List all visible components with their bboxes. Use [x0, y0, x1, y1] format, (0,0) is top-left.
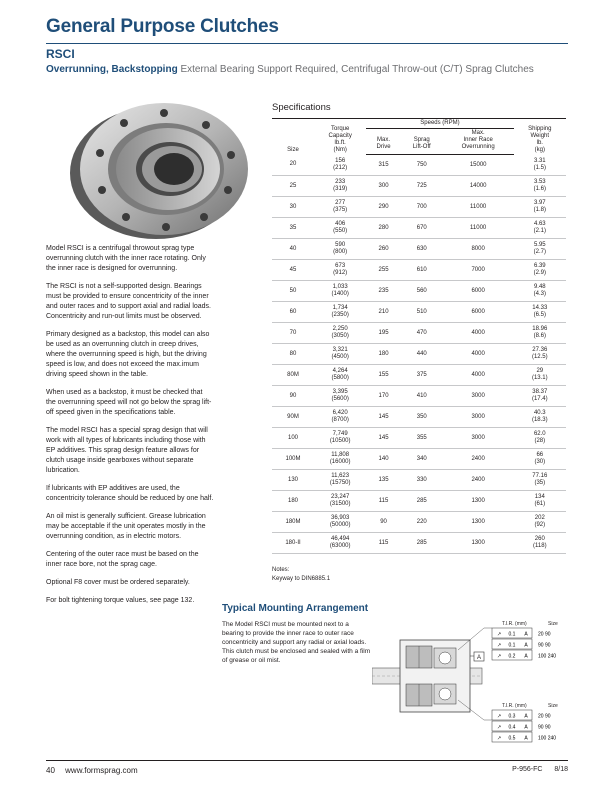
- svg-text:↗: ↗: [497, 735, 502, 742]
- torque-cell: 11,623 (15750): [314, 470, 366, 491]
- weight-cell: 14.33 (6.5): [514, 302, 566, 323]
- liftoff-cell: 670: [401, 218, 443, 239]
- tir-value: 0.4: [508, 724, 516, 731]
- torque-cell: 11,808 (16000): [314, 449, 366, 470]
- torque-cell: 590 (800): [314, 239, 366, 260]
- torque-cell: 673 (912): [314, 260, 366, 281]
- size-cell: 180: [272, 491, 314, 512]
- size-cell: 180M: [272, 512, 314, 533]
- weight-cell: 27.36 (12.5): [514, 344, 566, 365]
- table-row: [272, 533, 566, 554]
- weight-cell: 6.39 (2.9): [514, 260, 566, 281]
- mounting-heading: Typical Mounting Arrangement: [222, 603, 369, 614]
- tir-sizes: 100 240: [538, 653, 557, 660]
- table-row: [272, 386, 566, 407]
- weight-cell: 62.0 (28): [514, 428, 566, 449]
- overrun-cell: 2400: [443, 449, 514, 470]
- col-header-sprag-liftoff: Sprag Lift-Off: [401, 129, 443, 155]
- max-drive-cell: 170: [366, 386, 400, 407]
- size-cell: 90: [272, 386, 314, 407]
- size-cell: 25: [272, 176, 314, 197]
- table-row: [272, 449, 566, 470]
- size-cell: 130: [272, 470, 314, 491]
- svg-text:↗: ↗: [497, 653, 502, 660]
- tir-sizes: 100 240: [538, 735, 557, 742]
- description-paragraph: Optional F8 cover must be ordered separately.: [46, 579, 190, 586]
- size-cell: 50: [272, 281, 314, 302]
- liftoff-cell: 355: [401, 428, 443, 449]
- doc-date: 8/18: [554, 766, 568, 773]
- liftoff-cell: 330: [401, 470, 443, 491]
- description-paragraph: Centering of the outer race must be based on the inner race bore, not the sprag cage.: [46, 551, 199, 568]
- weight-cell: 66 (30): [514, 449, 566, 470]
- col-header-size: Size: [287, 146, 299, 153]
- weight-cell: 4.63 (2.1): [514, 218, 566, 239]
- description-paragraph: An oil mist is generally sufficient. Grease lubrication may be acceptable if the unit operates mostly in the overrunning condition, as in electric motors.: [46, 513, 206, 540]
- table-row: [272, 407, 566, 428]
- max-drive-cell: 155: [366, 365, 400, 386]
- doc-code: P-956-FC: [512, 766, 543, 773]
- product-description: [46, 244, 214, 614]
- overrun-cell: 3000: [443, 386, 514, 407]
- overrun-cell: 4000: [443, 323, 514, 344]
- description-paragraph: For bolt tightening torque values, see page 132.: [46, 597, 195, 604]
- size-header-upper: Size: [548, 621, 558, 627]
- max-drive-cell: 115: [366, 491, 400, 512]
- table-row: [272, 176, 566, 197]
- description-paragraph: When used as a backstop, it must be checked that the overrunning speed will not go below the sprag lift-off speed given in the specifications table.: [46, 389, 212, 416]
- tir-value: 0.1: [508, 631, 516, 638]
- table-row: [272, 218, 566, 239]
- description-paragraph: Model RSCI is a centrifugal throwout sprag type overrunning clutch with the inner race rotating. Only the inner race is designed for overrunning.: [46, 245, 206, 272]
- notes-label: Notes:: [272, 567, 290, 573]
- table-row: [272, 323, 566, 344]
- liftoff-cell: 750: [401, 155, 443, 176]
- weight-cell: 3.31 (1.5): [514, 155, 566, 176]
- tir-ref: A: [524, 653, 528, 660]
- description-paragraph: The RSCI is not a self-supported design. Bearings must be provided to ensure concentricity of the inner and outer races and to support axial and radial loads. Concentricity and run-out limits must be observed.: [46, 283, 211, 320]
- max-drive-cell: 145: [366, 428, 400, 449]
- torque-cell: 6,420 (8700): [314, 407, 366, 428]
- table-row: [272, 491, 566, 512]
- col-header-speeds: Speeds (RPM): [366, 119, 513, 129]
- torque-cell: 36,903 (50000): [314, 512, 366, 533]
- max-drive-cell: 290: [366, 197, 400, 218]
- tir-header-lower: T.I.R. (mm): [502, 703, 527, 709]
- weight-cell: 38.37 (17.4): [514, 386, 566, 407]
- size-cell: 80M: [272, 365, 314, 386]
- torque-cell: 2,250 (3050): [314, 323, 366, 344]
- overrun-cell: 3000: [443, 428, 514, 449]
- weight-cell: 134 (61): [514, 491, 566, 512]
- max-drive-cell: 315: [366, 155, 400, 176]
- table-row: [272, 512, 566, 533]
- table-row: [272, 470, 566, 491]
- tir-sizes: 90 90: [538, 642, 551, 649]
- tir-sizes: 90 90: [538, 724, 551, 731]
- subtitle-rest: External Bearing Support Required, Centrifugal Throw-out (C/T) Sprag Clutches: [177, 64, 534, 75]
- page-number: 40: [46, 766, 55, 775]
- liftoff-cell: 700: [401, 197, 443, 218]
- tolerance-table-upper: [492, 628, 556, 660]
- liftoff-cell: 510: [401, 302, 443, 323]
- col-header-torque: Torque Capacity lb.ft. (Nm): [328, 125, 352, 153]
- max-drive-cell: 280: [366, 218, 400, 239]
- max-drive-cell: 260: [366, 239, 400, 260]
- overrun-cell: 6000: [443, 302, 514, 323]
- overrun-cell: 11000: [443, 218, 514, 239]
- torque-cell: 3,321 (4500): [314, 344, 366, 365]
- svg-text:↗: ↗: [497, 631, 502, 638]
- tir-ref: A: [524, 724, 528, 731]
- max-drive-cell: 195: [366, 323, 400, 344]
- max-drive-cell: 300: [366, 176, 400, 197]
- size-cell: 100M: [272, 449, 314, 470]
- max-drive-cell: 180: [366, 344, 400, 365]
- overrun-cell: 1300: [443, 491, 514, 512]
- size-cell: 30: [272, 197, 314, 218]
- specifications-heading: Specifications: [272, 102, 331, 113]
- torque-cell: 7,749 (10500): [314, 428, 366, 449]
- tir-header-upper: T.I.R. (mm): [502, 621, 527, 627]
- col-header-max-drive: Max. Drive: [366, 129, 400, 155]
- liftoff-cell: 285: [401, 533, 443, 554]
- size-cell: 40: [272, 239, 314, 260]
- model-name: RSCI: [46, 47, 75, 61]
- torque-cell: 4,264 (5800): [314, 365, 366, 386]
- tir-value: 0.1: [508, 642, 516, 649]
- footer-left: [46, 766, 138, 775]
- description-paragraph: Primary designed as a backstop, this model can also be used as an overrunning clutch in creep drives, where the overrunning speed is high, but the driving speed is low, and does not exceed the max.imum driving speed shown in the table.: [46, 331, 210, 378]
- table-row: [272, 260, 566, 281]
- overrun-cell: 2400: [443, 470, 514, 491]
- notes-text: Keyway to DIN6885.1: [272, 576, 331, 582]
- overrun-cell: 1300: [443, 533, 514, 554]
- tolerance-table-lower: [492, 710, 556, 742]
- table-row: [272, 281, 566, 302]
- table-row: [272, 155, 566, 176]
- subtitle: [46, 64, 576, 75]
- specifications-notes: [272, 566, 330, 584]
- table-row: [272, 344, 566, 365]
- tir-sizes: 20 90: [538, 713, 551, 720]
- tir-ref: A: [524, 713, 528, 720]
- liftoff-cell: 725: [401, 176, 443, 197]
- liftoff-cell: 375: [401, 365, 443, 386]
- size-header-lower: Size: [548, 703, 558, 709]
- tir-value: 0.2: [508, 653, 516, 660]
- svg-text:↗: ↗: [497, 724, 502, 731]
- footer-divider: [46, 760, 568, 761]
- overrun-cell: 14000: [443, 176, 514, 197]
- weight-cell: 40.3 (18.3): [514, 407, 566, 428]
- footer-right: [502, 766, 568, 773]
- torque-cell: 1,033 (1400): [314, 281, 366, 302]
- title-divider: [46, 43, 568, 44]
- tir-value: 0.5: [508, 735, 516, 742]
- liftoff-cell: 285: [401, 491, 443, 512]
- max-drive-cell: 140: [366, 449, 400, 470]
- weight-cell: 29 (13.1): [514, 365, 566, 386]
- overrun-cell: 4000: [443, 344, 514, 365]
- overrun-cell: 15000: [443, 155, 514, 176]
- datum-label: A: [476, 655, 482, 661]
- table-row: [272, 302, 566, 323]
- size-cell: 90M: [272, 407, 314, 428]
- tir-value: 0.3: [508, 713, 516, 720]
- liftoff-cell: 630: [401, 239, 443, 260]
- size-cell: 20: [272, 155, 314, 176]
- col-header-max-overrunning: Max. Inner Race Overrunning: [443, 129, 514, 155]
- description-paragraph: If lubricants with EP additives are used, the concentricity tolerance should be reduced by one half.: [46, 485, 214, 502]
- liftoff-cell: 220: [401, 512, 443, 533]
- liftoff-cell: 610: [401, 260, 443, 281]
- torque-cell: 233 (319): [314, 176, 366, 197]
- overrun-cell: 3000: [443, 407, 514, 428]
- overrun-cell: 11000: [443, 197, 514, 218]
- col-header-weight: Shipping Weight lb. (kg): [528, 125, 552, 153]
- max-drive-cell: 145: [366, 407, 400, 428]
- clutch-product-photo: [46, 95, 261, 245]
- overrun-cell: 4000: [443, 365, 514, 386]
- table-row: [272, 197, 566, 218]
- overrun-cell: 7000: [443, 260, 514, 281]
- liftoff-cell: 470: [401, 323, 443, 344]
- max-drive-cell: 255: [366, 260, 400, 281]
- weight-cell: 260 (118): [514, 533, 566, 554]
- max-drive-cell: 135: [366, 470, 400, 491]
- liftoff-cell: 350: [401, 407, 443, 428]
- weight-cell: 77.16 (35): [514, 470, 566, 491]
- liftoff-cell: 440: [401, 344, 443, 365]
- tir-ref: A: [524, 642, 528, 649]
- max-drive-cell: 90: [366, 512, 400, 533]
- size-cell: 100: [272, 428, 314, 449]
- website-link[interactable]: www.formsprag.com: [65, 766, 138, 775]
- weight-cell: 5.95 (2.7): [514, 239, 566, 260]
- size-cell: 35: [272, 218, 314, 239]
- tir-ref: A: [524, 735, 528, 742]
- tir-ref: A: [524, 631, 528, 638]
- table-row: [272, 239, 566, 260]
- torque-cell: 277 (375): [314, 197, 366, 218]
- weight-cell: 3.97 (1.8): [514, 197, 566, 218]
- description-paragraph: The model RSCI has a special sprag design that will work with all types of lubricants including those with EP additives. This sprag design feature allows for clutch usage inside gearboxes without separate lubrication.: [46, 427, 208, 474]
- size-cell: 60: [272, 302, 314, 323]
- liftoff-cell: 560: [401, 281, 443, 302]
- size-cell: 180-II: [272, 533, 314, 554]
- torque-cell: 46,494 (63000): [314, 533, 366, 554]
- mounting-arrangement-diagram: [372, 616, 568, 752]
- overrun-cell: 6000: [443, 281, 514, 302]
- weight-cell: 3.53 (1.6): [514, 176, 566, 197]
- torque-cell: 3,395 (5600): [314, 386, 366, 407]
- specifications-body: [272, 155, 566, 554]
- max-drive-cell: 115: [366, 533, 400, 554]
- weight-cell: 18.96 (8.6): [514, 323, 566, 344]
- liftoff-cell: 410: [401, 386, 443, 407]
- specifications-table: [272, 118, 566, 554]
- size-cell: 70: [272, 323, 314, 344]
- table-row: [272, 428, 566, 449]
- liftoff-cell: 340: [401, 449, 443, 470]
- size-cell: 45: [272, 260, 314, 281]
- max-drive-cell: 210: [366, 302, 400, 323]
- tir-sizes: 20 90: [538, 631, 551, 638]
- size-cell: 80: [272, 344, 314, 365]
- overrun-cell: 1300: [443, 512, 514, 533]
- torque-cell: 406 (550): [314, 218, 366, 239]
- mounting-text: The Model RSCI must be mounted next to a bearing to provide the inner race to outer race concentricity and support any radial or axial loads. This clutch must be enclosed and sealed with a film of grease or oil mist.: [222, 621, 371, 664]
- svg-text:↗: ↗: [497, 713, 502, 720]
- table-row: [272, 365, 566, 386]
- torque-cell: 23,247 (31500): [314, 491, 366, 512]
- page-title: General Purpose Clutches: [46, 16, 279, 37]
- svg-text:↗: ↗: [497, 642, 502, 649]
- overrun-cell: 8000: [443, 239, 514, 260]
- torque-cell: 1,734 (2350): [314, 302, 366, 323]
- weight-cell: 202 (92): [514, 512, 566, 533]
- subtitle-highlight: Overrunning, Backstopping: [46, 64, 178, 75]
- max-drive-cell: 235: [366, 281, 400, 302]
- weight-cell: 9.48 (4.3): [514, 281, 566, 302]
- torque-cell: 156 (212): [314, 155, 366, 176]
